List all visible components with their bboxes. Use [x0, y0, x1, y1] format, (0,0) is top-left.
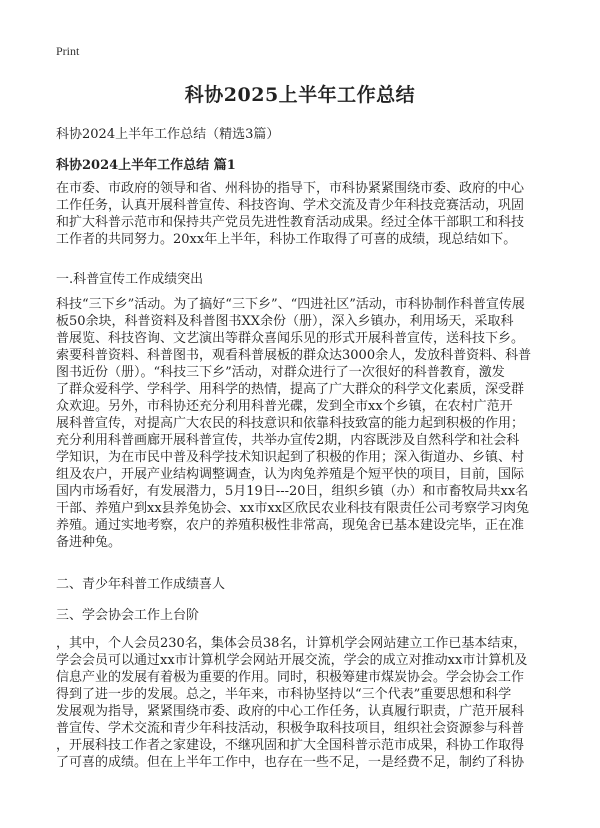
text-line: 工作者的共同努力。20xx年上半年，科协工作取得了可喜的成绩，现总结如下。 [56, 232, 517, 247]
section-3-paragraph [56, 635, 552, 771]
intro-paragraph [56, 180, 552, 248]
text-line: 众欢迎。另外，市科协还充分利用科普光碟，发到全市xx个乡镇，在农村广范开 [56, 399, 513, 414]
text-line: ，其中，个人会员230名，集体会员38名，计算机学会网站建立工作已基本结束， [56, 636, 527, 651]
text-line: 发展观为指导，紧紧围绕市委、政府的中心工作任务，认真履行职责，广范开展科 [56, 704, 525, 719]
text-line: 信息产业的发展有着极为重要的作用。同时，积极筹建市煤炭协会。学会协会工作 [56, 670, 525, 685]
section-1-paragraph [56, 296, 552, 551]
text-line: 索要科普资料、科普图书，观看科普展板的群众达3000余人，发放科普资料、科普 [56, 348, 532, 363]
text-line: 了可喜的成绩。但在上半年工作中，也存在一些不足，一是经费不足，制约了科协 [56, 755, 525, 770]
text-line: ，开展科技工作者之家建设，不继巩固和扩大全国科普示范市成果，科协工作取得 [56, 738, 525, 753]
text-line: 工作任务，认真开展科普宣传、科技咨询、学术交流及青少年科技竞赛活动，巩固 [56, 198, 525, 213]
text-line: 备进种兔。 [56, 535, 122, 550]
section-2-heading: 二、青少年科普工作成绩喜人 [56, 577, 226, 592]
text-line: 在市委、市政府的领导和省、州科协的指导下，市科协紧紧围绕市委、政府的中心 [56, 181, 525, 196]
document-subtitle: 科协2024上半年工作总结（精选3篇） [56, 127, 280, 142]
text-line: 干部、养殖户到xx县养兔协会、xx市xx区欣民农业科技有限责任公司考察学习肉兔 [56, 501, 529, 516]
text-line: 养殖。通过实地考察，农户的养殖积极性非常高，现兔舍已基本建设完毕，正在准 [56, 518, 525, 533]
print-label: Print [56, 44, 80, 58]
text-line: 展科普宣传，对提高广大农民的科技意识和依靠科技致富的能力起到积极的作用； [56, 416, 525, 431]
text-line: 板50余块，科普资料及科普图书XX余份（册），深入乡镇办，利用场天，采取科 [56, 314, 514, 329]
text-line: 了群众爱科学、学科学、用科学的热情，提高了广大群众的科学文化素质，深受群 [56, 382, 525, 397]
text-line: 普展览、科技咨询、文艺演出等群众喜闻乐见的形式开展科普宣传，送科技下乡。 [56, 331, 525, 346]
article-heading: 科协2024上半年工作总结 篇1 [56, 158, 236, 173]
text-line: 得到了进一步的发展。总之，半年来，市科协坚持以“三个代表”重要思想和科学 [56, 687, 512, 702]
text-line: 充分利用科普画廊开展科普宣传，共举办宣传2期，内容既涉及自然科学和社会科 [56, 433, 520, 448]
text-line: 学会会员可以通过xx市计算机学会网站开展交流，学会的成立对推动xx市计算机及 [56, 653, 528, 668]
text-line: 普宣传、学术交流和青少年科技活动，积极争取科技项目，组织社会资源参与科普 [56, 721, 525, 736]
text-line: 学知识，为在市民中普及科学技术知识起到了积极的作用；深入街道办、乡镇、村 [56, 450, 525, 465]
document-title: 科协2025上半年工作总结 [184, 84, 416, 106]
text-line: 组及农户，开展产业结构调整调查，认为肉兔养殖是个短平快的项目，目前，国际 [56, 467, 525, 482]
section-3-heading: 三、学会协会工作上台阶 [56, 608, 200, 623]
text-line: 科技“三下乡”活动。为了搞好“三下乡”、“四进社区”活动，市科协制作科普宣传展 [56, 297, 525, 312]
text-line: 和扩大科普示范市和保持共产党员先进性教育活动成果。经过全体干部职工和科技 [56, 215, 525, 230]
text-line: 图书近份（册）。“科技三下乡”活动，对群众进行了一次很好的科普教育，激发 [56, 365, 505, 380]
text-line: 国内市场看好，有发展潜力，5月19日---20日，组织乡镇（办）和市畜牧局共xx名 [56, 484, 529, 499]
section-1-heading: 一.科普宣传工作成绩突出 [56, 272, 204, 287]
